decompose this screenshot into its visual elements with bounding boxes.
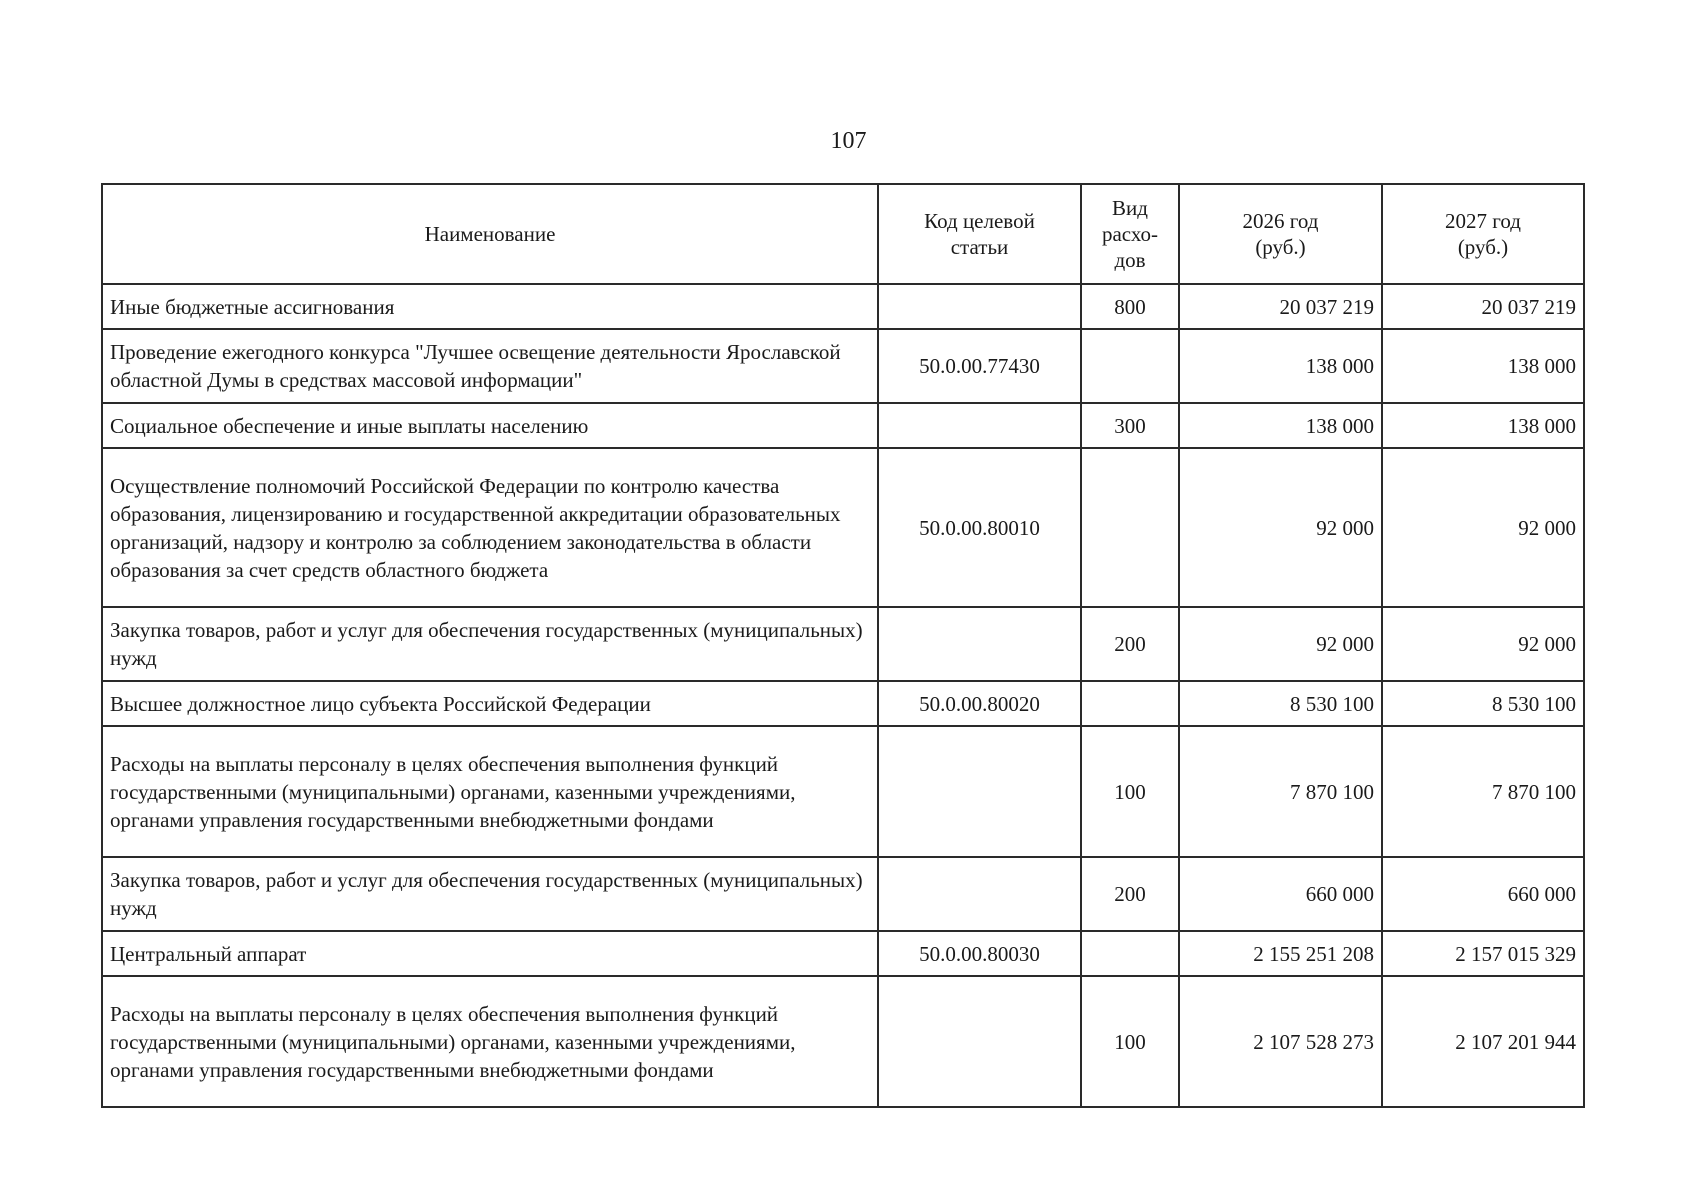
row-name: Осуществление полномочий Российской Федерации по контролю качества образования, лицензированию и государственной аккредитации образовательных организаций, надзору и контролю за соблюдением законодательства в области образования за счет средств областного бюджета: [102, 448, 878, 607]
row-amount-2027: 92 000: [1382, 607, 1584, 681]
row-amount-2026: 660 000: [1179, 857, 1382, 931]
row-code: [878, 403, 1081, 448]
table-row: [102, 403, 1584, 448]
column-header-2027: 2027 год (руб.): [1382, 184, 1584, 284]
row-code: [878, 607, 1081, 681]
row-amount-2027: 20 037 219: [1382, 284, 1584, 329]
row-amount-2027: 2 107 201 944: [1382, 976, 1584, 1107]
row-kind: 100: [1081, 976, 1179, 1107]
column-header-name: Наименование: [102, 184, 878, 284]
row-kind: 100: [1081, 726, 1179, 857]
row-name: Иные бюджетные ассигнования: [102, 284, 878, 329]
budget-table: [101, 183, 1585, 1108]
row-amount-2026: 7 870 100: [1179, 726, 1382, 857]
row-code: [878, 284, 1081, 329]
row-amount-2026: 92 000: [1179, 607, 1382, 681]
table-row: [102, 976, 1584, 1107]
row-name: Центральный аппарат: [102, 931, 878, 976]
row-amount-2026: 138 000: [1179, 403, 1382, 448]
row-kind: [1081, 448, 1179, 607]
row-code: 50.0.00.77430: [878, 329, 1081, 403]
row-name: Расходы на выплаты персоналу в целях обеспечения выполнения функций государственными (муниципальными) органами, казенными учреждениями, органами управления государственными внебюджетными фондами: [102, 976, 878, 1107]
row-name: Высшее должностное лицо субъекта Российской Федерации: [102, 681, 878, 726]
table-row: [102, 681, 1584, 726]
row-amount-2026: 92 000: [1179, 448, 1382, 607]
row-amount-2027: 138 000: [1382, 403, 1584, 448]
row-kind: 800: [1081, 284, 1179, 329]
table-row: [102, 726, 1584, 857]
row-name: Закупка товаров, работ и услуг для обеспечения государственных (муниципальных) нужд: [102, 607, 878, 681]
row-code: [878, 976, 1081, 1107]
row-name: Расходы на выплаты персоналу в целях обеспечения выполнения функций государственными (муниципальными) органами, казенными учреждениями, органами управления государственными внебюджетными фондами: [102, 726, 878, 857]
row-amount-2027: 660 000: [1382, 857, 1584, 931]
column-header-2026: 2026 год (руб.): [1179, 184, 1382, 284]
table-row: [102, 448, 1584, 607]
row-kind: 200: [1081, 607, 1179, 681]
row-amount-2027: 7 870 100: [1382, 726, 1584, 857]
row-code: 50.0.00.80010: [878, 448, 1081, 607]
column-header-kind: Вид расхо- дов: [1081, 184, 1179, 284]
row-amount-2027: 92 000: [1382, 448, 1584, 607]
row-amount-2026: 8 530 100: [1179, 681, 1382, 726]
row-code: 50.0.00.80020: [878, 681, 1081, 726]
table-header-row: [102, 184, 1584, 284]
row-kind: 300: [1081, 403, 1179, 448]
row-amount-2027: 138 000: [1382, 329, 1584, 403]
row-kind: [1081, 681, 1179, 726]
table-row: [102, 607, 1584, 681]
row-code: [878, 726, 1081, 857]
row-kind: [1081, 329, 1179, 403]
row-kind: [1081, 931, 1179, 976]
row-name: Социальное обеспечение и иные выплаты населению: [102, 403, 878, 448]
column-header-code: Код целевой статьи: [878, 184, 1081, 284]
table-row: [102, 329, 1584, 403]
row-code: 50.0.00.80030: [878, 931, 1081, 976]
row-amount-2027: 8 530 100: [1382, 681, 1584, 726]
row-amount-2026: 138 000: [1179, 329, 1382, 403]
row-amount-2027: 2 157 015 329: [1382, 931, 1584, 976]
table-row: [102, 857, 1584, 931]
row-amount-2026: 2 155 251 208: [1179, 931, 1382, 976]
page-number: 107: [830, 128, 867, 154]
row-kind: 200: [1081, 857, 1179, 931]
row-name: Закупка товаров, работ и услуг для обеспечения государственных (муниципальных) нужд: [102, 857, 878, 931]
table-row: [102, 284, 1584, 329]
table-row: [102, 931, 1584, 976]
row-amount-2026: 2 107 528 273: [1179, 976, 1382, 1107]
row-amount-2026: 20 037 219: [1179, 284, 1382, 329]
row-code: [878, 857, 1081, 931]
row-name: Проведение ежегодного конкурса "Лучшее освещение деятельности Ярославской областной Думы в средствах массовой информации": [102, 329, 878, 403]
